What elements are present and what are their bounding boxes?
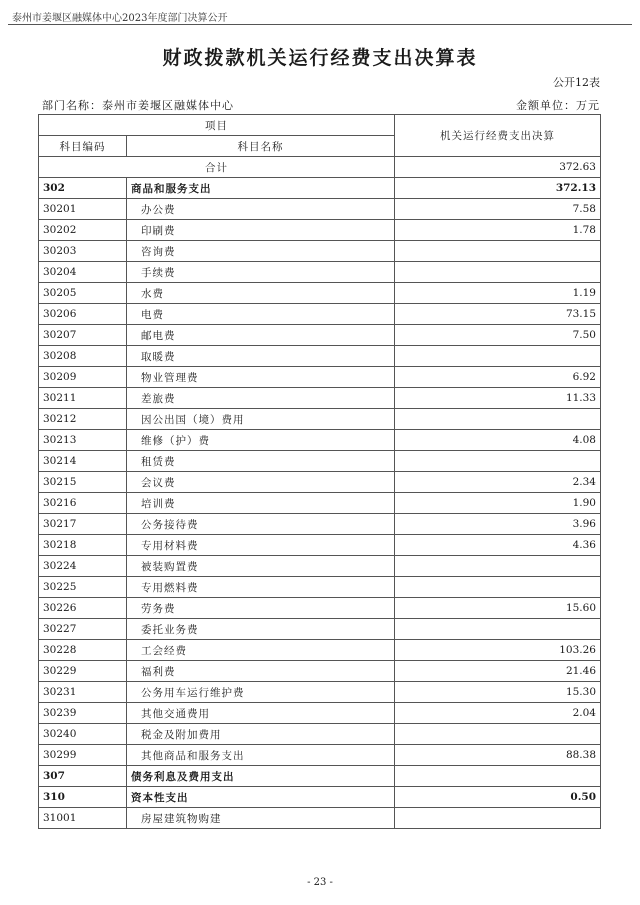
table-row [39,178,601,199]
table-row [39,472,601,493]
amount [395,808,601,829]
amount [395,241,601,262]
total-value: 372.63 [395,157,601,178]
subject-name: 邮电费 [127,325,395,346]
subject-code: 30239 [39,703,127,724]
amount [395,766,601,787]
table-number: 公开12表 [553,76,600,89]
subject-name: 债务利息及费用支出 [127,766,395,787]
amount: 4.08 [395,430,601,451]
subject-name: 资本性支出 [127,787,395,808]
subject-code: 30229 [39,661,127,682]
total-row [39,157,601,178]
subject-code: 30217 [39,514,127,535]
amount: 15.60 [395,598,601,619]
table-row [39,430,601,451]
table-row [39,703,601,724]
amount [395,451,601,472]
amount [395,346,601,367]
subject-code: 30208 [39,346,127,367]
table-row [39,724,601,745]
amount: 88.38 [395,745,601,766]
subject-name: 房屋建筑物购建 [127,808,395,829]
subject-name: 工会经费 [127,640,395,661]
subject-name: 福利费 [127,661,395,682]
amount [395,577,601,598]
subject-name: 差旅费 [127,388,395,409]
table-row [39,451,601,472]
table-row [39,367,601,388]
value-header: 机关运行经费支出决算 [395,115,601,157]
subject-code: 30206 [39,304,127,325]
amount: 4.36 [395,535,601,556]
amount [395,262,601,283]
table-row [39,220,601,241]
amount: 1.19 [395,283,601,304]
name-header: 科目名称 [127,136,395,157]
subject-code: 30299 [39,745,127,766]
subject-code: 30214 [39,451,127,472]
subject-code: 30215 [39,472,127,493]
subject-code: 307 [39,766,127,787]
amount: 2.34 [395,472,601,493]
table-row [39,598,601,619]
subject-name: 劳务费 [127,598,395,619]
subject-code: 30228 [39,640,127,661]
subject-name: 因公出国（境）费用 [127,409,395,430]
amount [395,409,601,430]
table-row [39,619,601,640]
table-header-row [39,115,601,136]
table-row [39,409,601,430]
subject-code: 30201 [39,199,127,220]
subject-name: 税金及附加费用 [127,724,395,745]
table-row [39,283,601,304]
amount: 3.96 [395,514,601,535]
table-row [39,787,601,808]
amount: 1.78 [395,220,601,241]
subject-code: 30205 [39,283,127,304]
amount: 7.50 [395,325,601,346]
total-label: 合计 [39,157,395,178]
table-row [39,493,601,514]
subject-code: 302 [39,178,127,199]
subject-code: 30225 [39,577,127,598]
subject-code: 30209 [39,367,127,388]
table-row [39,304,601,325]
amount: 15.30 [395,682,601,703]
subject-code: 310 [39,787,127,808]
amount: 1.90 [395,493,601,514]
subject-code: 30211 [39,388,127,409]
amount [395,556,601,577]
amount: 73.15 [395,304,601,325]
amount: 11.33 [395,388,601,409]
table-row [39,388,601,409]
subject-code: 30218 [39,535,127,556]
amount: 372.13 [395,178,601,199]
running-header: 泰州市姜堰区融媒体中心2023年度部门决算公开 [12,13,228,24]
subject-code: 30213 [39,430,127,451]
subject-name: 咨询费 [127,241,395,262]
subject-code: 30231 [39,682,127,703]
subject-name: 其他商品和服务支出 [127,745,395,766]
table-row [39,766,601,787]
subject-code: 31001 [39,808,127,829]
amount [395,619,601,640]
amount: 21.46 [395,661,601,682]
subject-code: 30216 [39,493,127,514]
subject-name: 被装购置费 [127,556,395,577]
subject-code: 30207 [39,325,127,346]
item-header: 项目 [39,115,395,136]
subject-name: 专用材料费 [127,535,395,556]
amount: 103.26 [395,640,601,661]
subject-name: 公务接待费 [127,514,395,535]
table-row [39,682,601,703]
table-row [39,325,601,346]
table-row [39,346,601,367]
subject-code: 30202 [39,220,127,241]
table-row [39,808,601,829]
subject-code: 30240 [39,724,127,745]
subject-name: 维修（护）费 [127,430,395,451]
subject-code: 30227 [39,619,127,640]
expenditure-table [38,114,601,829]
table-row [39,535,601,556]
page-number: - 23 - [307,877,333,888]
subject-name: 委托业务费 [127,619,395,640]
table-row [39,241,601,262]
table-row [39,577,601,598]
subject-name: 会议费 [127,472,395,493]
amount: 7.58 [395,199,601,220]
subject-code: 30203 [39,241,127,262]
subject-name: 电费 [127,304,395,325]
subject-code: 30226 [39,598,127,619]
amount: 0.50 [395,787,601,808]
amount [395,724,601,745]
subject-name: 其他交通费用 [127,703,395,724]
subject-name: 公务用车运行维护费 [127,682,395,703]
subject-code: 30204 [39,262,127,283]
amount: 2.04 [395,703,601,724]
subject-name: 培训费 [127,493,395,514]
table-row [39,745,601,766]
table-row [39,640,601,661]
table-row [39,199,601,220]
subject-code: 30212 [39,409,127,430]
table-row [39,262,601,283]
subject-code: 30224 [39,556,127,577]
page-title: 财政拨款机关运行经费支出决算表 [162,47,478,69]
table-row [39,556,601,577]
amount-unit: 金额单位：万元 [516,99,600,112]
amount: 6.92 [395,367,601,388]
subject-name: 专用燃料费 [127,577,395,598]
table-row [39,661,601,682]
table-row [39,514,601,535]
department-name: 部门名称：泰州市姜堰区融媒体中心 [42,99,234,112]
subject-name: 取暖费 [127,346,395,367]
subject-name: 印刷费 [127,220,395,241]
subject-name: 办公费 [127,199,395,220]
subject-name: 物业管理费 [127,367,395,388]
header-divider [8,24,632,25]
subject-name: 手续费 [127,262,395,283]
subject-name: 水费 [127,283,395,304]
subject-name: 商品和服务支出 [127,178,395,199]
subject-name: 租赁费 [127,451,395,472]
code-header: 科目编码 [39,136,127,157]
